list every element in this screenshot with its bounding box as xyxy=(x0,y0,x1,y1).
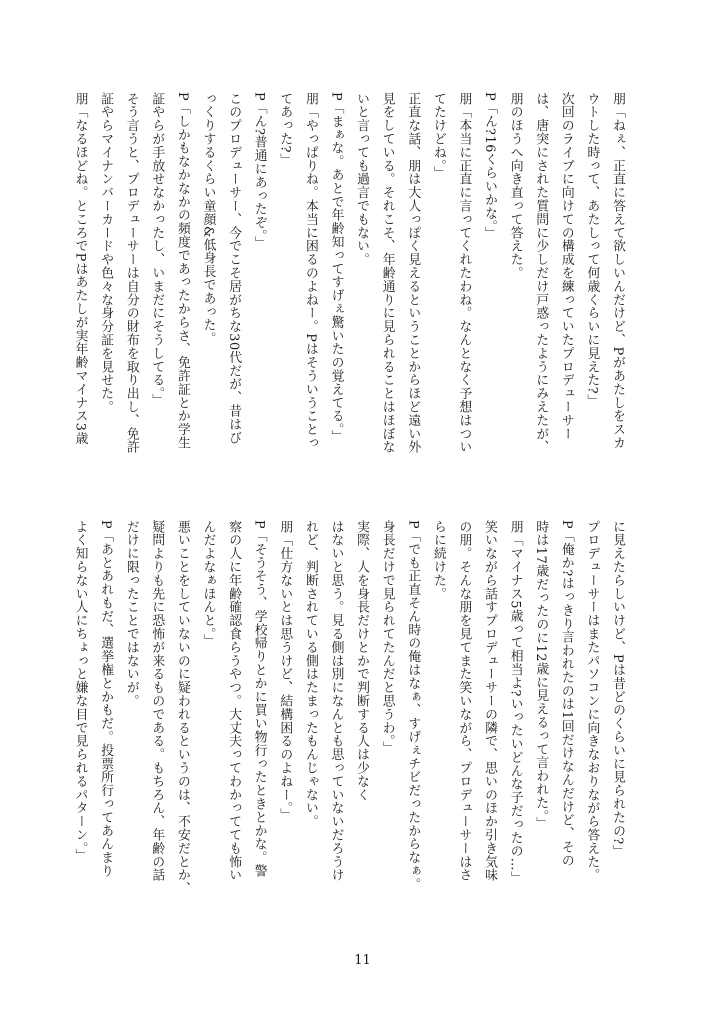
text-line: P「俺か?はっきり言われたのは1回だけなんだけど、その xyxy=(558,520,574,868)
text-line: 証やらが手放せなかったし、いまだにそうしてる。」 xyxy=(149,92,165,408)
text-line: 察の人に年齢確認食らうやつ。大丈夫ってわかってても怖い xyxy=(226,520,242,882)
text-line: このプロデューサー、今でこそ居がちな30代だが、昔はび xyxy=(226,92,242,445)
text-line: 身長だけで見られてたんだと思うわ。」 xyxy=(379,520,395,755)
text-line: P「あとあれもだ、選挙権とかもだ。投票所行ってあんまり xyxy=(98,520,114,878)
text-line: てあった?」 xyxy=(277,92,293,167)
lower-text-block xyxy=(72,520,630,920)
text-line: 時は17歳だったのに12歳に見えるって言われた。」 xyxy=(533,520,549,830)
text-line: 悪いことをしていないのに疑われるというのは、不安だとか、 xyxy=(174,520,190,896)
text-line: P「そうそう、学校帰りとかに買い物行ったときとかな。警 xyxy=(251,520,267,878)
text-line: P「まぁな。あとで年齢知ってすげぇ驚いたの覚えてる。」 xyxy=(328,92,344,444)
text-line: プロデューサーはまたパソコンに向きなおりながら答えた。 xyxy=(584,520,600,882)
text-line: 朋「やっぱりね。本当に困るのよねー。Pはそういうことっ xyxy=(302,92,318,450)
text-line: いと言っても過言でもない。 xyxy=(354,92,370,267)
text-line: はないと思う。見る側は別になんとも思っていないだろうけ xyxy=(328,520,344,882)
text-line: よく知らない人にちょっと嫌な目で見られるパターン。」 xyxy=(72,520,88,862)
text-line: 朋「ねぇ、正直に答えて欲しいんだけど、Pがあたしをスカ xyxy=(610,92,625,450)
text-line: んだよなぁほんと。」 xyxy=(200,520,216,648)
text-line: 朋「本当に正直に言ってくれたわね。なんとなく予想はつい xyxy=(456,92,472,454)
text-line: 正直な話、朋は大人っぽく見えるということからほど遠い外 xyxy=(405,92,421,454)
text-line: そう言うと、プロデューサーは自分の財布を取り出し、免許 xyxy=(123,92,139,454)
text-line: らに続けた。 xyxy=(430,520,446,601)
page-number: 11 xyxy=(354,953,371,968)
text-line: だけに限ったことではないが。 xyxy=(123,520,139,708)
text-line: 見をしている。それこそ、年齢通りに見られることはほぼな xyxy=(379,92,395,454)
text-line: P「ん?16くらいかな。」 xyxy=(482,92,498,241)
text-line: P「しかもなかなかの頻度であったからさ、免許証とか学生 xyxy=(174,92,190,450)
upper-text-block xyxy=(72,92,630,506)
text-line: れど、判断されている側はたまったもんじゃない。 xyxy=(302,520,318,829)
text-line: 朋「マイナス5歳って相当よ?いったいどんな子だったの…」 xyxy=(507,520,523,885)
text-line: P「でも正直そん時の俺はなぁ、すげぇチビだったからなぁ。 xyxy=(405,520,421,892)
text-line: 朋「なるほどね。ところでPはあたしが実年齢マイナス3歳 xyxy=(72,92,88,445)
text-line: の朋。そんな朋を見てまた笑いながら、プロデューサーはさ xyxy=(456,520,472,882)
text-line: てたけどね。」 xyxy=(430,92,446,180)
text-line: 実際、人を身長だけとかで判断する人は少なく xyxy=(354,520,370,802)
text-line: に見えたらしいけど、Pは昔どのくらいに見られたの?」 xyxy=(610,520,625,859)
text-line: P「ん?普通にあったぞ。」 xyxy=(251,92,267,250)
text-line: 朋「仕方ないとは思うけど、結構困るのよねー。」 xyxy=(277,520,293,822)
text-line: 朋のほうへ向き直って答えた。 xyxy=(507,92,523,280)
text-line: ウトした時って、あたしって何歳くらいに見えた?」 xyxy=(584,92,600,408)
text-line: 次回のライブに向けての構成を練っていたプロデューサー xyxy=(558,92,574,441)
text-line: 証やらマイナンバーカードや色々な身分証を見せた。 xyxy=(98,92,114,414)
text-line: っくりするくらい童顔&低身長であった。 xyxy=(200,92,216,346)
text-line: 笑いながら話すプロデューサーの隣で、思いのほか引き気味 xyxy=(482,520,498,882)
text-line: は、唐突にされた質問に少しだけ戸惑ったようにみえたが、 xyxy=(533,92,549,454)
text-line: 疑問よりも先に恐怖が来るものである。もちろん、年齢の話 xyxy=(149,520,165,882)
